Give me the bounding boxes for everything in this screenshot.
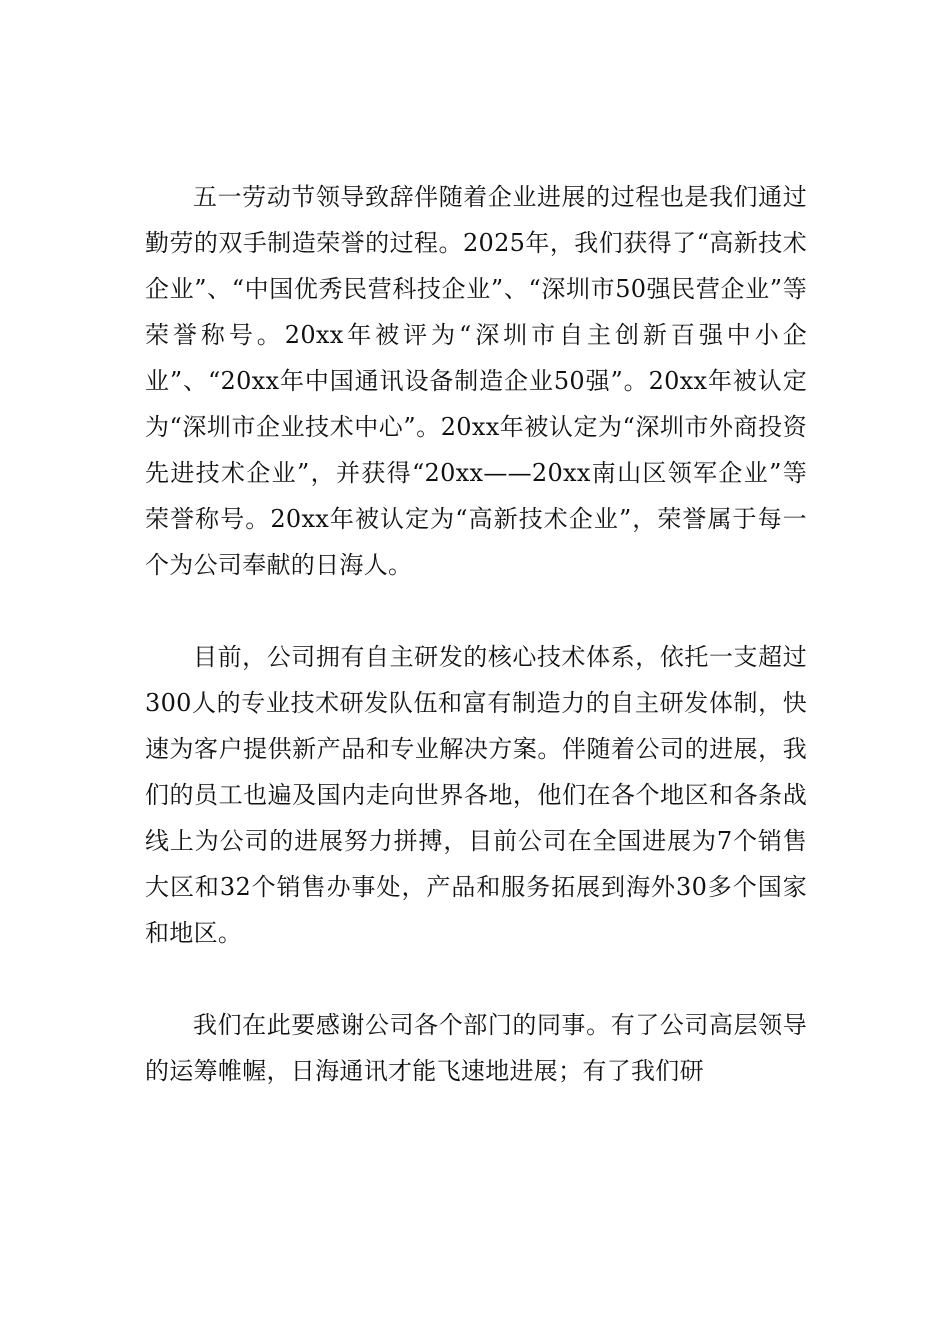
document-body	[145, 174, 807, 1094]
paragraph-thanks: 我们在此要感谢公司各个部门的同事。有了公司高层领导的运筹帷幄，日海通讯才能飞速地进展；有了我们研	[145, 1011, 807, 1085]
paragraph-rnd: 目前，公司拥有自主研发的核心技术体系，依托一支超过300人的专业技术研发队伍和富有制造力的自主研发体制，快速为客户提供新产品和专业解决方案。伴随着公司的进展，我们的员工也遍及国内走向世界各地，他们在各个地区和各条战线上为公司的进展努力拼搏，目前公司在全国进展为7个销售大区和32个销售办事处，产品和服务拓展到海外30多个国家和地区。	[145, 643, 807, 947]
paragraph-honors: 五一劳动节领导致辞伴随着企业进展的过程也是我们通过勤劳的双手制造荣誉的过程。2025年，我们获得了“高新技术企业”、“中国优秀民营科技企业”、“深圳市50强民营企业”等荣誉称号。20xx年被评为“深圳市自主创新百强中小企业”、“20xx年中国通讯设备制造企业50强”。20xx年被认定为“深圳市企业技术中心”。20xx年被认定为“深圳市外商投资先进技术企业”，并获得“20xx——20xx南山区领军企业”等荣誉称号。20xx年被认定为“高新技术企业”，荣誉属于每一个为公司奉献的日海人。	[145, 183, 807, 579]
